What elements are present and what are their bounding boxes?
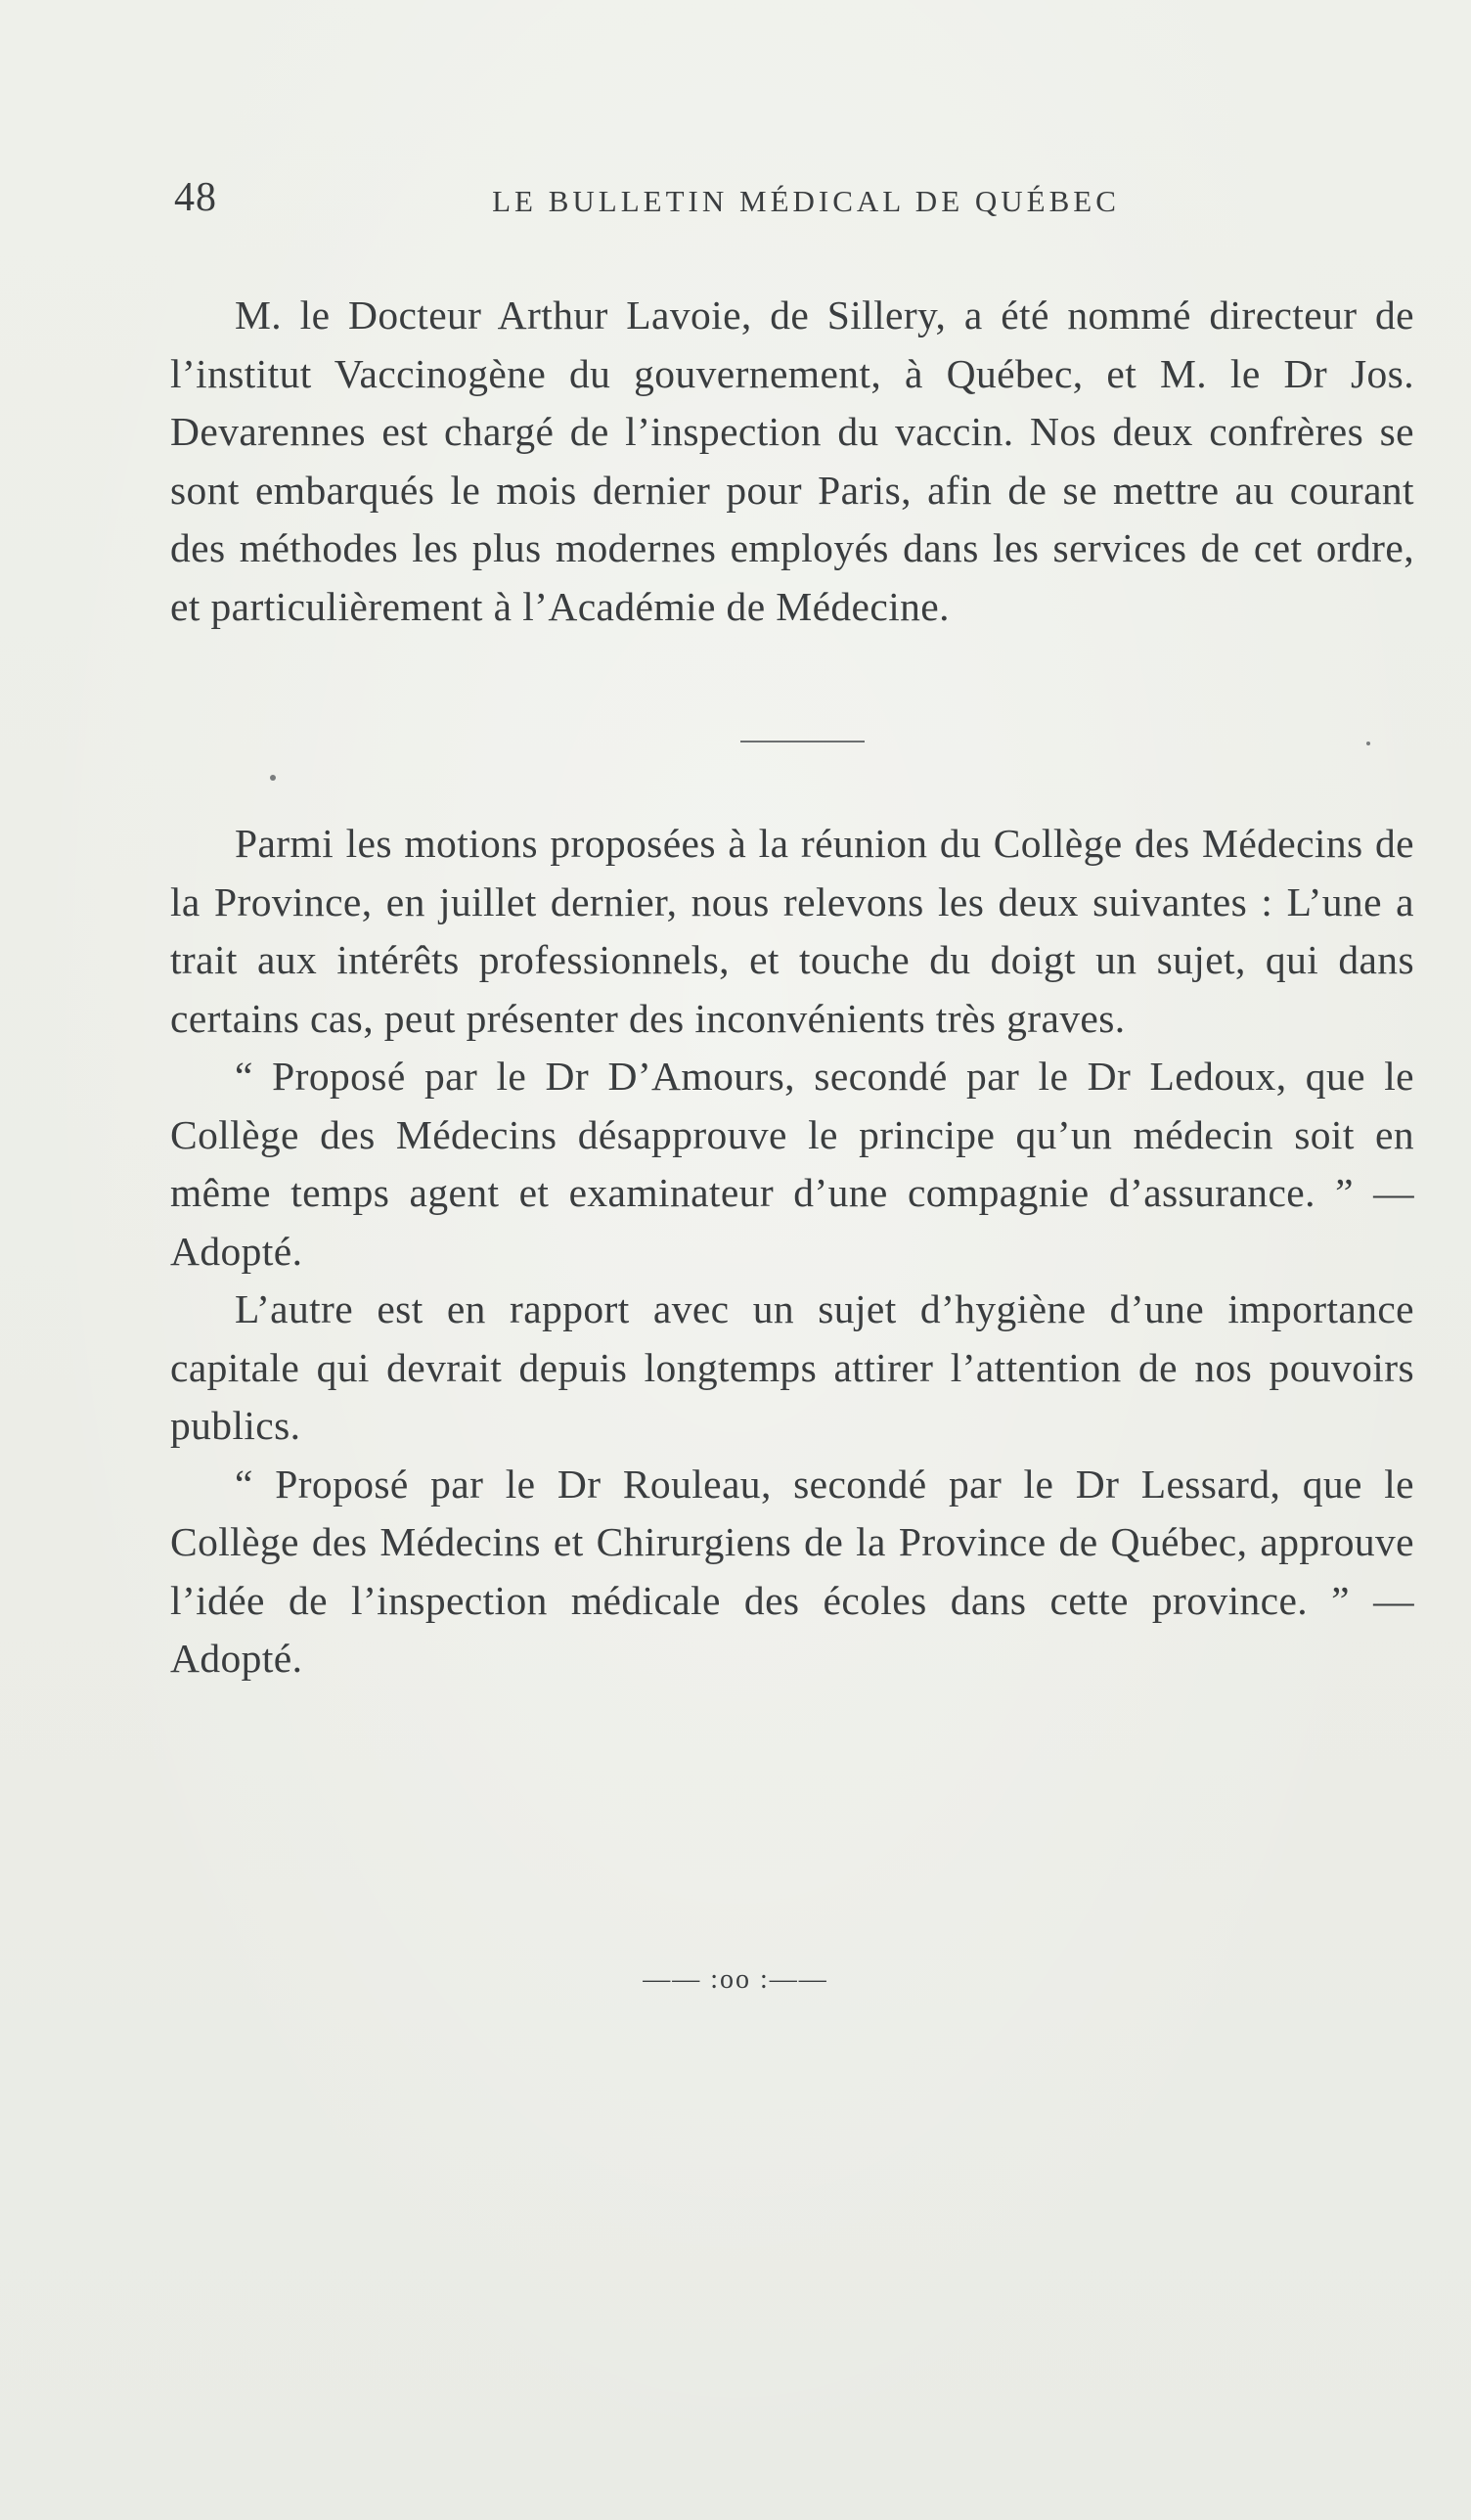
section-divider xyxy=(740,741,865,742)
paragraph-motions-intro: Parmi les motions proposées à la réunion du Collège des Médecins de la Province, en juillet dernier, nous relevons les deux suivantes : L’une a trait aux intérêts professionnels, et touche du doigt un sujet, qui dans certains cas, peut présenter des inconvénients très graves. xyxy=(170,821,1414,1041)
paragraph-appointments: M. le Docteur Arthur Lavoie, de Sillery, a été nommé directeur de l’institut Vaccinogène du gouvernement, à Québec, et M. le Dr Jos. Devarennes est chargé de l’inspection du vaccin. Nos deux confrères se sont embarqués le mois dernier pour Paris, afin de se mettre au courant des méthodes les plus modernes employés dans les services de cet ordre, et particulièrement à l’Académie de Médecine. xyxy=(170,292,1414,629)
page-number: 48 xyxy=(174,175,217,220)
ink-speck xyxy=(1366,742,1370,745)
closing-ornament: —— :oo :—— xyxy=(643,1964,828,1995)
article-block-college-motions xyxy=(170,815,1414,1688)
page-header xyxy=(174,174,1330,233)
article-block-vaccine-institute xyxy=(170,287,1414,636)
ink-speck xyxy=(270,775,276,781)
running-title: LE BULLETIN MÉDICAL DE QUÉBEC xyxy=(492,184,1120,218)
paragraph-motion-damours: “ Proposé par le Dr D’Amours, secondé par le Dr Ledoux, que le Collège des Médecins désapprouve le principe qu’un médecin soit en même temps agent et examinateur d’une compagnie d’assurance. ” — Adopté. xyxy=(170,1054,1414,1274)
paragraph-motion-rouleau: “ Proposé par le Dr Rouleau, secondé par le Dr Lessard, que le Collège des Médecins et Chirurgiens de la Province de Québec, approuve l’idée de l’inspection médicale des écoles dans cette province. ” — Adopté. xyxy=(170,1461,1414,1681)
paragraph-hygiene-intro: L’autre est en rapport avec un sujet d’hygiène d’une importance capitale qui devrait depuis longtemps attirer l’attention de nos pouvoirs publics. xyxy=(170,1286,1414,1448)
